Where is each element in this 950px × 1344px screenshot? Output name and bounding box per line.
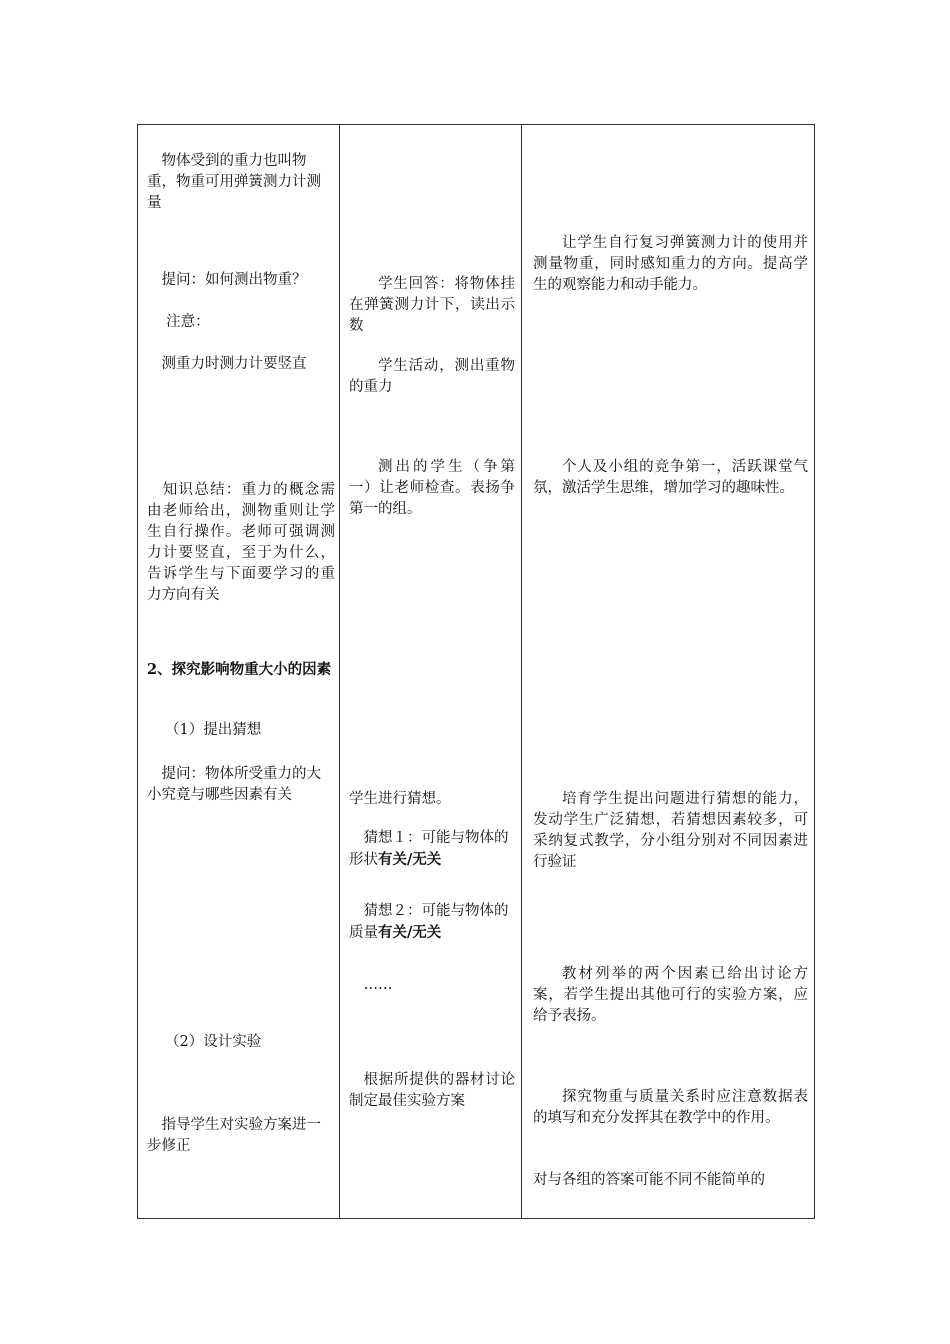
- col2-student-guess: 学生进行猜想。: [349, 791, 451, 807]
- col1-note-label: 注意：: [147, 314, 210, 330]
- col1-note-vertical: 测重力时测力计要竖直: [147, 356, 307, 372]
- col1-knowledge-summary: 知识总结：重力的概念需由老师给出，测物重则让学生自行操作。老师可强调测力计要竖直，至于为什么，告诉学生与下面要学习的重力方向有关: [147, 482, 335, 603]
- col2-guess-mass-option: 有关/无关: [378, 924, 442, 941]
- col1-step-design: （2）设计实验: [165, 1034, 262, 1050]
- column-divider-1: [339, 125, 340, 1218]
- col2-design-plan: 根据所提供的器材讨论制定最佳实验方案: [349, 1072, 515, 1109]
- col3-intent-review: 让学生自行复习弹簧测力计的使用并测量物重，同时感知重力的方向。提高学生的观察能力和动手能力。: [533, 235, 808, 293]
- col1-question-measure: 提问：如何测出物重？: [147, 272, 307, 288]
- col3-intent-guess: 培育学生提出问题进行猜想的能力，发动学生广泛猜想，若猜想因素较多，可采纳复式教学，分小组分别对不同因素进行验证: [533, 791, 808, 870]
- col3-intent-data-table: 探究物重与质量关系时应注意数据表的填写和充分发挥其在教学中的作用。: [533, 1089, 808, 1126]
- col2-student-answer: 学生回答：将物体挂在弹簧测力计下，读出示数: [349, 276, 515, 334]
- col2-student-compete: 测出的学生（争第一）让老师检查。表扬争第一的组。: [349, 459, 515, 517]
- lesson-plan-table: [137, 124, 815, 1219]
- col1-section-heading: 2、探究影响物重大小的因素: [147, 661, 332, 678]
- column-divider-2: [521, 125, 522, 1218]
- col2-student-activity: 学生活动，测出重物的重力: [349, 358, 515, 395]
- col3-intent-praise: 教材列举的两个因素已给出讨论方案，若学生提出其他可行的实验方案，应给予表扬。: [533, 966, 808, 1024]
- col1-guide-revise: 指导学生对实验方案进一步修正: [147, 1117, 321, 1154]
- col2-guess-shape-option: 有关/无关: [378, 851, 442, 868]
- col2-guess-mass-text: 猜想２：可能与物体的质量: [349, 903, 509, 941]
- col2-guess-shape: [349, 828, 515, 871]
- col3-intent-answers: 对与各组的答案可能不同不能简单的: [533, 1172, 765, 1188]
- col2-ellipsis: ……: [363, 977, 393, 993]
- col2-guess-shape-text: 猜想１：可能与物体的形状: [349, 830, 509, 868]
- col1-question-factors: 提问：物体所受重力的大小究竟与哪些因素有关: [147, 766, 321, 803]
- col1-weight-definition: 物体受到的重力也叫物重，物重可用弹簧测力计测量: [147, 153, 321, 211]
- col2-guess-mass: [349, 901, 515, 944]
- col1-step-guess: （1）提出猜想: [165, 722, 262, 738]
- col3-intent-compete: 个人及小组的竞争第一，活跃课堂气氛，激活学生思维，增加学习的趣味性。: [533, 459, 808, 496]
